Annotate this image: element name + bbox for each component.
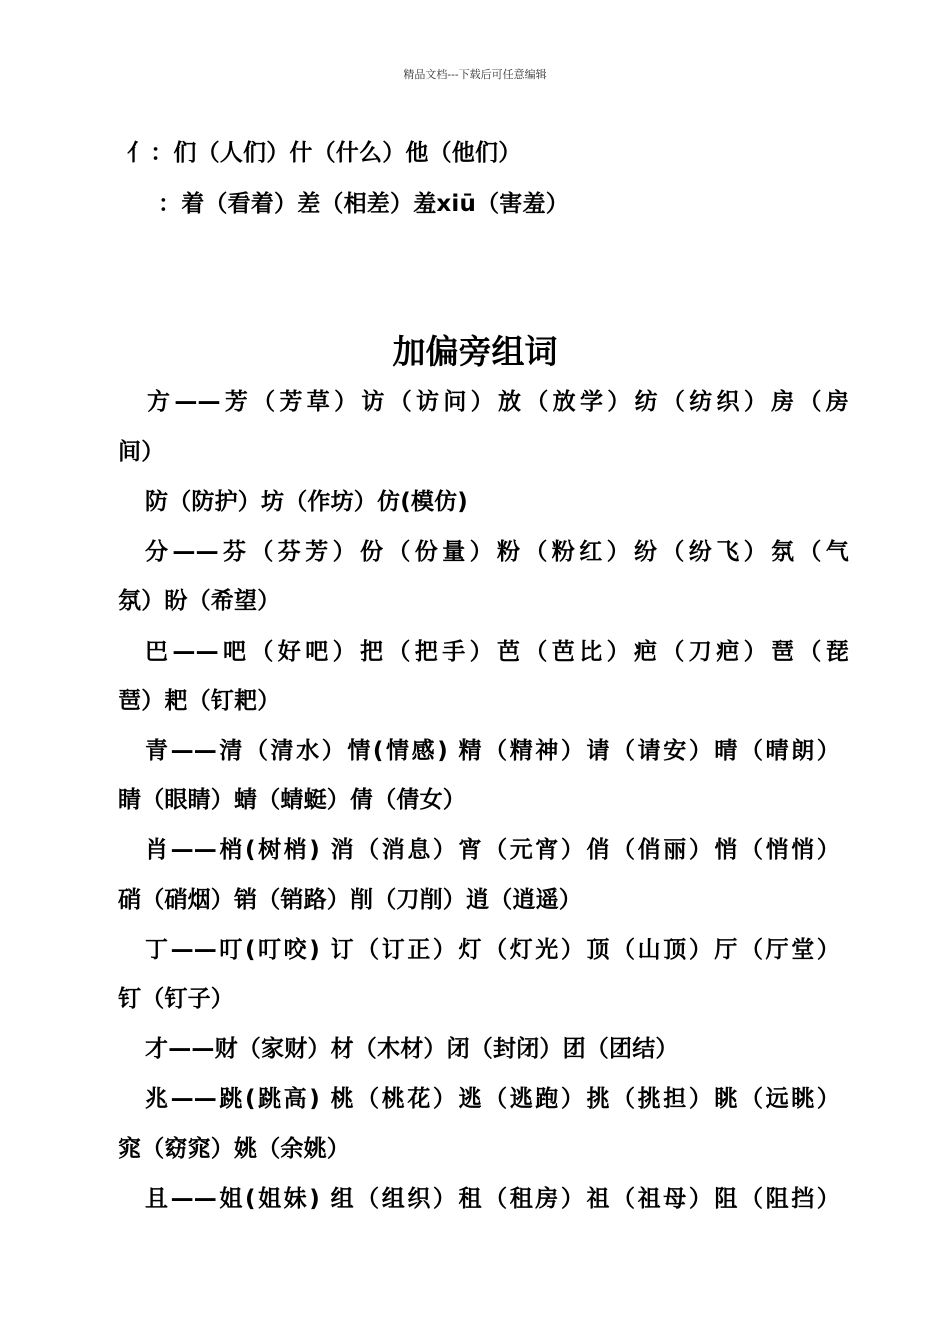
entry-line: 才——财（家财）材（木材）闭（封闭）团（团结）	[145, 1036, 679, 1062]
entry-line: 丁——叮(叮咬) 订（订正）灯（灯光）顶（山顶）厅（厅堂）	[145, 937, 840, 963]
page-header: 精品文档---下载后可任意编辑	[403, 68, 547, 81]
entry-line: 兆——跳(跳高) 桃（桃花）逃（逃跑）挑（挑担）眺（远眺）	[145, 1086, 840, 1112]
entry-line: 硝（硝烟）销（销路）削（刀削）逍（逍遥）	[118, 887, 582, 913]
entry-line: 防（防护）坊（作坊）仿(模仿)	[145, 489, 469, 515]
entry-line: 分——芬（芬芳）份（份量）粉（粉红）纷（纷飞）氛（气	[145, 539, 849, 565]
entry-line: 间）	[118, 439, 165, 465]
entry-line: 氛）盼（希望）	[118, 588, 281, 614]
entry-line: 青——清（清水）情(情感) 精（精神）请（请安）晴（晴朗）	[145, 738, 840, 764]
radical-line-2: ：着（看着）差（相差）羞xiū（害羞）	[158, 191, 569, 217]
entry-line: 肖——梢(树梢) 消（消息）宵（元宵）俏（俏丽）悄（悄悄）	[145, 837, 840, 863]
entry-line: 方——芳（芳草）访（访问）放（放学）纺（纺织）房（房	[147, 389, 849, 415]
radical-line-1: 亻：们（人们）什（什么）他（他们）	[127, 140, 522, 166]
entry-line: 巴——吧（好吧）把（把手）芭（芭比）疤（刀疤）琶（琵	[145, 639, 849, 665]
entry-line: 琶）耙（钉耙）	[118, 688, 281, 714]
entry-line: 且——姐(姐妹) 组（组织）租（租房）祖（祖母）阻（阻挡）	[145, 1186, 840, 1212]
entry-line: 钉（钉子）	[118, 986, 234, 1012]
entry-line: 窕（窈窕）姚（余姚）	[118, 1136, 350, 1162]
entry-line: 睛（眼睛）蜻（蜻蜓）倩（倩女）	[118, 787, 466, 813]
section-title: 加偏旁组词	[392, 332, 558, 371]
